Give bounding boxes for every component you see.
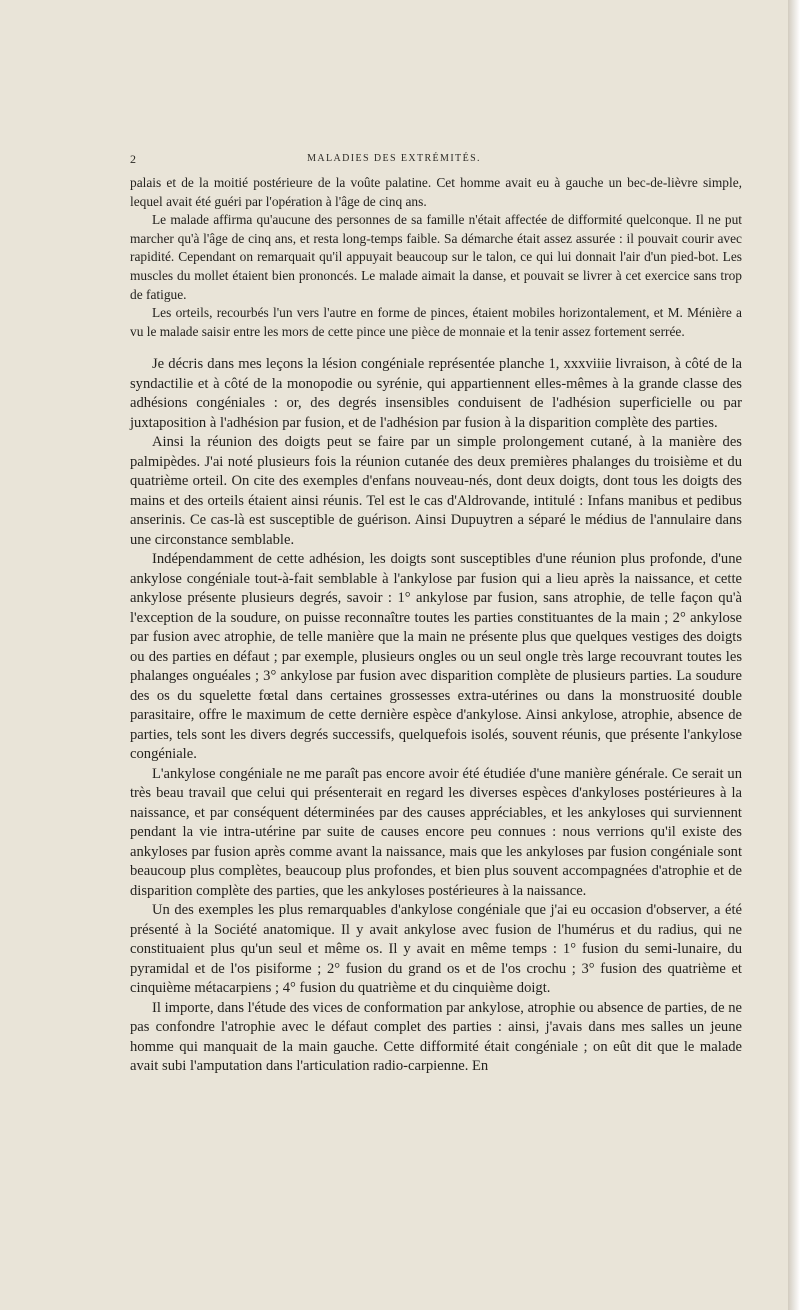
paragraph: Indépendamment de cette adhésion, les doigts sont susceptibles d'une réunion plus profonde, d'une ankylose congéniale tout-à-fait semblable à l'ankylose par fusion qui a lieu après la naissance, et cette ankylose présente plusieurs degrés, savoir : 1° ankylose par fusion, sans atrophie, de telle façon qu'à l'exception de la soudure, on puisse reconnaître toutes les parties constituantes de la main ; 2° ankylose par fusion avec atrophie, de telle manière que la main ne présente plus que quelques vestiges des doigts ou des parties en défaut ; par exemple, plusieurs ongles ou un seul ongle très large recouvrant toutes les phalanges onguéales ; 3° ankylose par fusion avec disparition complète de plusieurs parties. La soudure des os du squelette fœtal dans certaines grossesses extra-utérines ou dans la monstruosité double parasitaire, offre le maximum de cette dernière espèce d'ankylose. Ainsi ankylose, atrophie, absence de parties, tels sont les divers degrés successifs, quelquefois isolés, souvent réunis, que présente l'ankylose congéniale. [130,551,742,763]
paragraph: Le malade affirma qu'aucune des personnes de sa famille n'était affectée de difformité quelconque. Il ne put marcher qu'à l'âge de cinq ans, et resta long-temps faible. Sa démarche était assez assurée : il pouvait courir avec rapidité. Cependant on remarquait qu'il appuyait beaucoup sur le talon, ce qui lui donnait l'air d'un pied-bot. Les muscles du mollet étaient bien prononcés. Le malade aimait la danse, et pouvait se livrer à cet exercice sans trop de fatigue. [130,212,742,302]
paragraph: palais et de la moitié postérieure de la voûte palatine. Cet homme avait eu à gauche un bec-de-lièvre simple, lequel avait été guéri par l'opération à l'âge de cinq ans. [130,175,742,209]
paragraph: Un des exemples les plus remarquables d'ankylose congéniale que j'ai eu occasion d'observer, a été présenté à la Société anatomique. Il y avait ankylose avec fusion de l'humérus et du radius, qui ne constituaient plus qu'un seul et même os. Il y avait en même temps : 1° fusion du semi-lunaire, du pyramidal et de l'os pisiforme ; 2° fusion du grand os et de l'os crochu ; 3° fusion des quatrième et cinquième métacarpiens ; 4° fusion du quatrième et du cinquième doigt. [130,902,742,997]
running-head [0,152,788,170]
page-edge [788,0,800,1310]
paragraph: Les orteils, recourbés l'un vers l'autre en forme de pinces, étaient mobiles horizontalement, et M. Ménière a vu le malade saisir entre les mors de cette pince une pièce de monnaie et la tenir assez fortement serrée. [130,305,742,339]
paragraph: L'ankylose congéniale ne me paraît pas encore avoir été étudiée d'une manière générale. Ce serait un très beau travail que celui qui présenterait en regard les diverses espèces d'ankyloses postérieures à la naissance, et par conséquent déterminées par des causes appréciables, et les ankyloses qui surviennent pendant la vie intra-utérine par suite de causes encore peu connues : nous verrions qu'il existe des ankyloses par fusion après comme avant la naissance, mais que les ankyloses par fusion congéniale sont beaucoup plus complètes, beaucoup plus profondes, et bien plus souvent accompagnées d'atrophie et de disparition complète des parties, que les ankyloses postérieures à la naissance. [130,765,742,899]
running-title: MALADIES DES EXTRÉMITÉS. [307,153,481,164]
page-number: 2 [130,152,136,166]
paragraph: Je décris dans mes leçons la lésion congéniale représentée planche 1, xxxviiie livraison, à côté de la syndactilie et à côté de la monopodie ou syrénie, qui appartiennent elles-mêmes à la grande classe des adhésions congéniales : or, des degrés insensibles conduisent de l'adhésion superficielle ou par juxtaposition à l'adhésion par fusion, et de l'adhésion par fusion à la disparition complète des parties. [130,356,742,431]
paragraph: Il importe, dans l'étude des vices de conformation par ankylose, atrophie ou absence de parties, de ne pas confondre l'atrophie avec le défaut complet des parties : ainsi, j'avais dans mes salles un jeune homme qui manquait de la main gauche. Cette difformité était congéniale ; on eût dit que le malade avait subi l'amputation dans l'articulation radio-carpienne. En [130,999,742,1075]
paragraph: Ainsi la réunion des doigts peut se faire par un simple prolongement cutané, à la manière des palmipèdes. J'ai noté plusieurs fois la réunion cutanée des deux premières phalanges du troisième et du quatrième orteil. On cite des exemples d'enfans nouveau-nés, dont deux doigts, dont tous les doigts des mains et des orteils étaient ainsi réunis. Tel est le cas d'Aldrovande, intitulé : Infans manibus et pedibus anserinis. Ce cas-là est susceptible de guérison. Ainsi Dupuytren a séparé le médius de l'annulaire dans une circonstance semblable. [130,434,742,548]
body-text [130,174,742,1077]
